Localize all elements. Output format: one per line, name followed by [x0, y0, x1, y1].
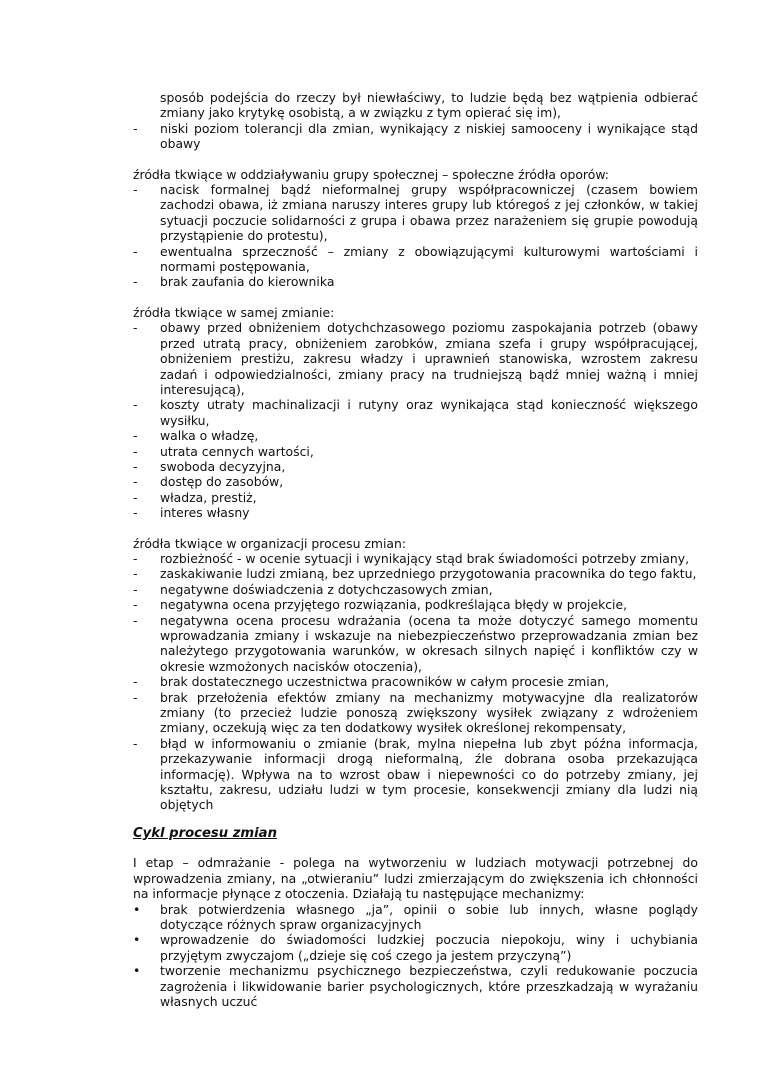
bullet-dot-icon: • [133, 932, 141, 948]
list-item-text: tworzenie mechanizmu psychicznego bezpieczeństwa, czyli redukowanie poczucia zagrożenia i likwidowanie barier psychologicznych, które przeszkadzają w wyrażaniu własnych uczuć [160, 963, 698, 1009]
list-item [133, 963, 698, 1009]
list-item [133, 674, 698, 689]
list-item-text: dostęp do zasobów, [160, 474, 284, 490]
list-item [133, 505, 698, 520]
list-item [133, 121, 698, 152]
dash-marker: - [133, 689, 138, 705]
dash-marker: - [133, 182, 138, 198]
list-item-text: utrata cennych wartości, [160, 443, 314, 459]
dash-marker: - [133, 120, 138, 136]
list-item-text: zaskakiwanie ludzi zmianą, bez uprzedniego przygotowania pracownika do tego faktu, [160, 566, 697, 582]
list-item-text: obawy przed obniżeniem dotychchzasowego poziomu zaspokajania potrzeb (obawy przed utratą pracy, obniżeniem zarobków, zmiana szefa i grupy współpracującej, obniżeniem prestiżu, zakresu władzy i uprawnień stanowiska, wzrostem zakresu zadań i odpowiedzialności, zmiany pracy na trudniejszą bądź mniej ważną i mniej interesującą), [160, 320, 698, 397]
section-heading-change: źródła tkwiące w samej zmianie: [133, 304, 335, 320]
list-item [133, 736, 698, 813]
bullet-dot-icon: • [133, 963, 141, 979]
list-item-text: władza, prestiż, [160, 489, 257, 505]
dash-marker: - [133, 612, 138, 628]
dash-marker: - [133, 505, 138, 521]
list-item [133, 459, 698, 474]
list-item [133, 444, 698, 459]
list-item [133, 902, 698, 933]
list-item-text: błąd w informowaniu o zmianie (brak, mylna niepełna lub zbyt późna informacja, przekazywanie informacji drogą nieformalną, źle dobrana osoba przekazująca informację). Wpływa na to wzrost obaw i niepewności co do potrzeby zmiany, jej kształtu, zakresu, udziału ludzi w tym procesie, konsekwencji zmiany dla ludzi nią objętych [160, 735, 698, 813]
list-item-text: walka o władzę, [160, 428, 259, 444]
list-item [133, 490, 698, 505]
list-item [133, 244, 698, 275]
list-item-text: brak przełożenia efektów zmiany na mechanizmy motywacyjne dla realizatorów zmiany (to przecież ludzie ponoszą zwiększony wysiłek związany z wdrożeniem zmiany, oczekują więc za ten dodatkowy wysiłek określonej rekompensaty, [160, 689, 698, 736]
list-item-text: ewentualna sprzeczność – zmiany z obowiązującymi kulturowymi wartościami i normami postępowania, [160, 243, 698, 275]
list-item [133, 397, 698, 428]
list-item [133, 597, 698, 612]
section-heading-org: źródła tkwiące w organizacji procesu zmian: [133, 535, 407, 551]
dash-marker: - [133, 597, 138, 613]
list-item [133, 582, 698, 597]
list-item [133, 613, 698, 675]
list-item [133, 474, 698, 489]
list-item-text: koszty utraty machinalizacji i rutyny oraz wynikająca stąd konieczność większego wysiłku, [160, 397, 698, 428]
dash-marker: - [133, 566, 138, 582]
list-item-text: negatywne doświadczenia z dotychczasowych zmian, [160, 581, 493, 597]
dash-marker: - [133, 550, 138, 566]
dash-marker: - [133, 489, 138, 505]
list-item [133, 182, 698, 244]
list-item-text: negatywna ocena procesu wdrażania (ocena ta może dotyczyć samego momentu wprowadzania zmiany i wskazuje na niebezpieczeństwo przeprowadzania zmian bez należytego przygotowania warunków, w okresach silnych napięć i konfliktów czy w okresie wzmożonych nacisków otoczenia), [160, 612, 698, 674]
list-item [133, 274, 698, 289]
list-item-text: brak potwierdzenia własnego „ja”, opinii o sobie lub innych, własne poglądy dotyczące różnych spraw organizacyjnych [160, 901, 698, 932]
continued-text: sposób podejścia do rzeczy był niewłaściwy, to ludzie będą bez wątpienia odbierać zmiany jako krytykę osobistą, a w związku z tym opierać się im), [160, 90, 698, 121]
cycle-paragraph: I etap – odmrażanie - polega na wytworzeniu w ludziach motywacji potrzebnej do wprowadzenia zmiany, na „otwieraniu” ludzi zmierzającym do zwiększenia ich chłonności na informacje płynące z otoczenia. Działają tu następujące mechanizmy: [133, 855, 698, 902]
dash-marker: - [133, 443, 138, 459]
list-item-text: negatywna ocena przyjętego rozwiązania, podkreślająca błędy w projekcie, [160, 597, 628, 613]
dash-marker: - [133, 674, 138, 690]
dash-marker: - [133, 735, 138, 751]
dash-marker: - [133, 274, 138, 290]
document-page [133, 90, 698, 1009]
list-item [133, 551, 698, 566]
dash-marker: - [133, 474, 138, 490]
list-item-text: nacisk formalnej bądź nieformalnej grupy współpracowniczej (czasem bowiem zachodzi obawa, iż zmiana naruszy interes grupy lub któregoś z jej członków, w takiej sytuacji poczucie solidarności z grupa i obawa przez narażeniem się grupie powodują przystąpienie do protestu), [160, 182, 698, 244]
list-item-text: rozbieżność - w ocenie sytuacji i wynikający stąd brak świadomości potrzeby zmiany, [160, 550, 690, 566]
list-item [133, 428, 698, 443]
list-item [133, 932, 698, 963]
list-item [133, 690, 698, 736]
section-title-cycle: Cykl procesu zmian [133, 825, 277, 841]
dash-marker: - [133, 243, 138, 259]
list-item-text: brak zaufania do kierownika [160, 274, 335, 290]
section-heading-group: źródła tkwiące w oddziaływaniu grupy społecznej – społeczne źródła oporów: [133, 166, 609, 182]
dash-marker: - [133, 397, 138, 413]
bullet-dot-icon: • [133, 901, 141, 917]
list-item-text: niski poziom tolerancji dla zmian, wynikający z niskiej samooceny i wynikające stąd obawy [160, 120, 698, 152]
list-item-text: wprowadzenie do świadomości ludzkiej poczucia niepokoju, winy i uchybiania przyjętym zwyczajom („dzieje się coś czego ja jestem przyczyną”) [160, 932, 698, 963]
list-item-text: swoboda decyzyjna, [160, 458, 286, 474]
list-item [133, 320, 698, 397]
dash-marker: - [133, 428, 138, 444]
dash-marker: - [133, 458, 138, 474]
list-item [133, 566, 698, 581]
dash-marker: - [133, 320, 138, 336]
list-item-text: brak dostatecznego uczestnictwa pracowników w całym procesie zmian, [160, 674, 610, 690]
dash-marker: - [133, 581, 138, 597]
list-item-text: interes własny [160, 505, 250, 521]
